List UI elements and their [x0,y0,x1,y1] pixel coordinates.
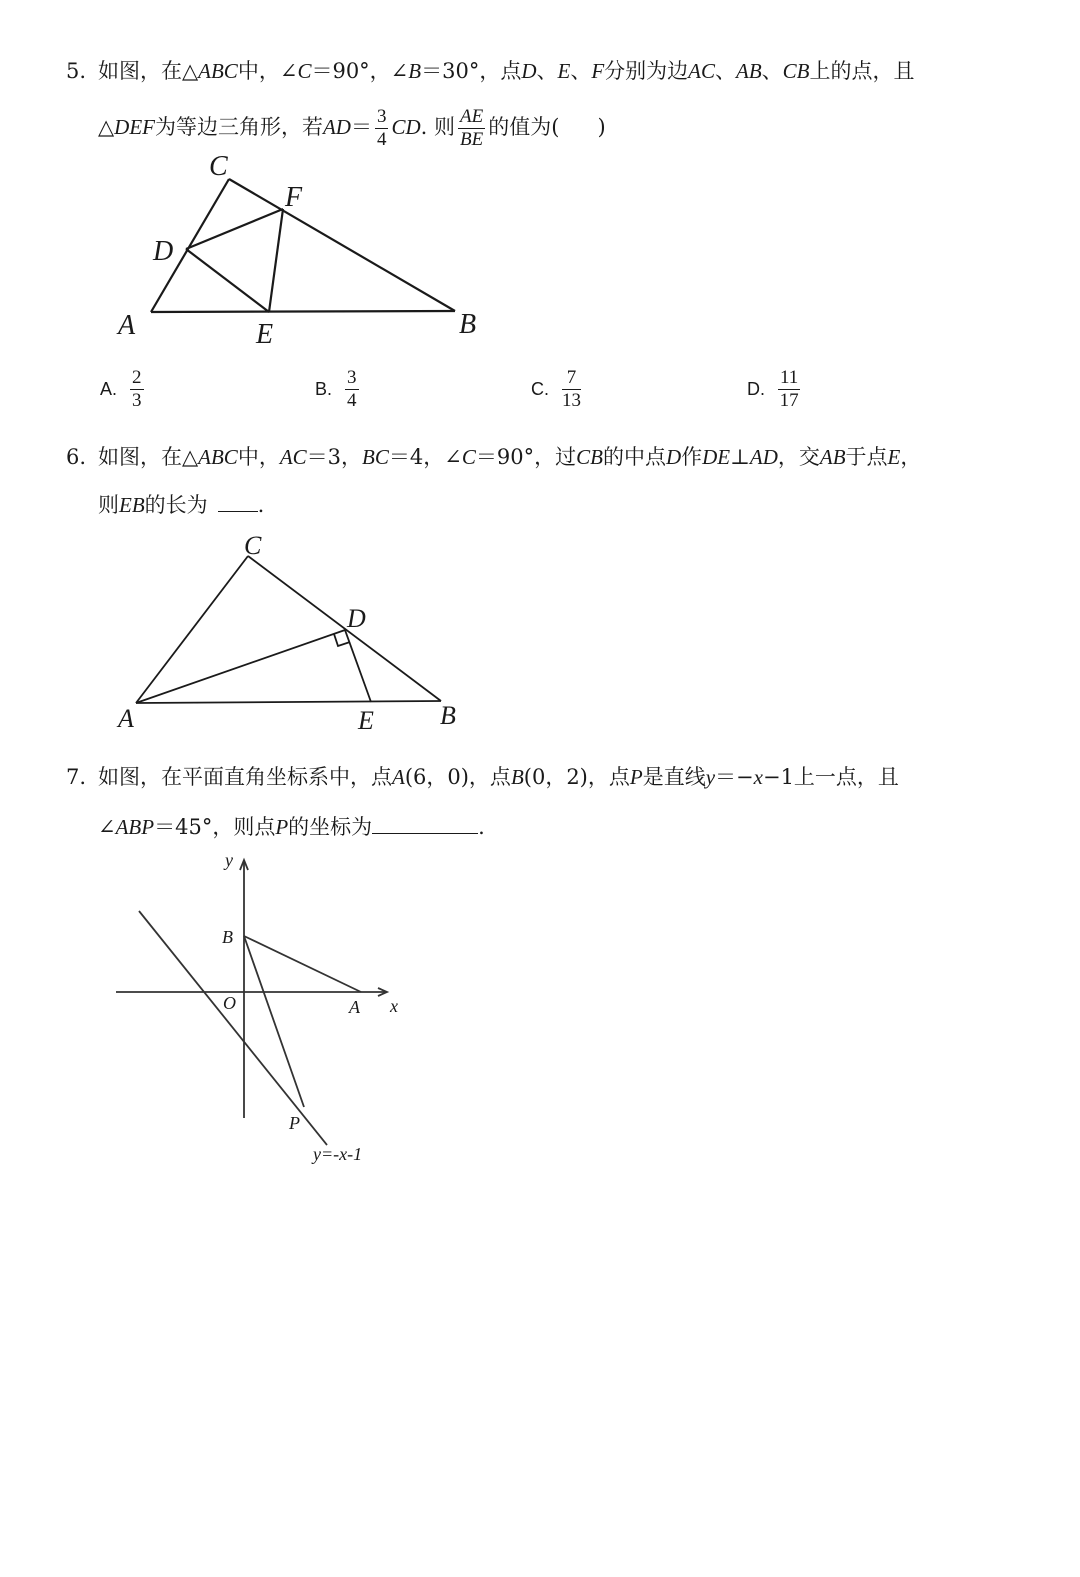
q5-option-c[interactable]: C. $\frac{7}{13}$ [531,367,581,411]
q7-label-a: A [349,997,360,1017]
q7-label-y: y [225,850,233,870]
q7-line-equation-label: y=-x-1 [313,1144,363,1164]
q5-line2: △DEF为等边三角形，若AD＝ $\frac{3}{4}$ CD. 则 $\frac{AE}{BE}$ 的值为( ) [98,106,606,150]
q6-label-e: E [358,706,374,735]
q6-label-b: B [440,701,456,730]
q5-label-e: E [256,319,274,350]
q5-number: 5. [66,59,87,83]
q6-line2: 则EB的长为 . [98,493,265,517]
q5-line1: 5. 如图，在△ABC中，∠C＝90°，∠B＝30°，点D、E、F分别为边AC、AB、CB上的点，且 [66,56,915,86]
q5-option-a[interactable]: A. $\frac{2}{3}$ [100,367,142,411]
q5-option-b[interactable]: B. $\frac{3}{4}$ [315,367,357,411]
q7-line1: 7. 如图，在平面直角坐标系中，点A(6，0)，点B(0，2)，点P是直线y＝−x−1上一点，且 [66,762,899,792]
q7-line2: ∠ABP＝45°，则点P的坐标为 . [98,815,485,839]
q7-segment-bp [244,936,304,1107]
q5-label-f: F [285,182,303,213]
q5-label-d: D [153,236,174,267]
fraction-ae-be: $\frac{AE}{BE}$ [460,106,484,150]
q5-label-b: B [459,309,477,340]
q7-label-b: B [222,927,233,947]
q6-label-d: D [347,604,366,633]
fraction-3-4: $\frac{3}{4}$ [376,106,387,150]
q7-number: 7. [66,765,87,789]
q5-label-a: A [118,310,136,341]
q6-number: 6. [66,445,87,469]
q5-label-c: C [209,151,228,182]
q7-label-p: P [289,1113,300,1133]
q5-option-d[interactable]: D. $\frac{11}{17}$ [747,367,799,411]
q7-label-x: x [390,996,398,1016]
q7-line-y-neg-x-minus-1 [139,911,327,1145]
q7-label-o: O [223,993,236,1013]
q6-line1: 6. 如图，在△ABC中，AC＝3，BC＝4，∠C＝90°，过CB的中点D作DE⊥AD，交AB于点E， [66,442,921,472]
q6-label-a: A [118,704,134,733]
q6-label-c: C [244,531,262,560]
